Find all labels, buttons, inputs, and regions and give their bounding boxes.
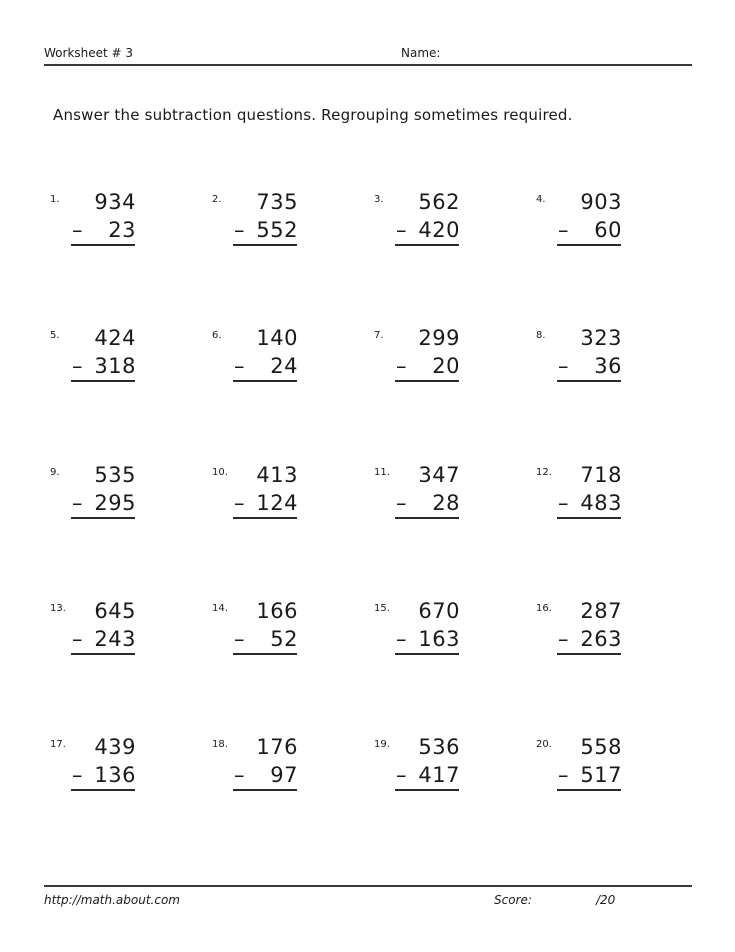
minuend: 645 <box>94 599 136 623</box>
problem-18 <box>212 735 332 819</box>
problem-number: 2. <box>212 194 222 205</box>
subtrahend: 243 <box>94 627 136 651</box>
answer-line <box>71 653 135 655</box>
minus-sign: – <box>396 491 407 515</box>
problem-number: 5. <box>50 330 60 341</box>
minus-sign: – <box>72 763 83 787</box>
subtrahend: 60 <box>594 218 622 242</box>
problem-2 <box>212 190 332 274</box>
problem-number: 17. <box>50 739 66 750</box>
problem-11 <box>374 463 494 547</box>
problem-8 <box>536 326 656 410</box>
minuend: 299 <box>418 326 460 350</box>
answer-line <box>395 380 459 382</box>
subtrahend: 23 <box>108 218 136 242</box>
subtrahend: 295 <box>94 491 136 515</box>
problem-5 <box>50 326 170 410</box>
problem-number: 1. <box>50 194 60 205</box>
problem-16 <box>536 599 656 683</box>
minuend: 140 <box>256 326 298 350</box>
score-total: /20 <box>596 893 616 907</box>
minuend: 323 <box>580 326 622 350</box>
minus-sign: – <box>558 354 569 378</box>
minuend: 424 <box>94 326 136 350</box>
subtrahend: 517 <box>580 763 622 787</box>
problem-7 <box>374 326 494 410</box>
problem-number: 18. <box>212 739 228 750</box>
minus-sign: – <box>396 627 407 651</box>
minus-sign: – <box>558 627 569 651</box>
instructions: Answer the subtraction questions. Regrouping sometimes required. <box>53 106 573 124</box>
answer-line <box>71 380 135 382</box>
problem-number: 8. <box>536 330 546 341</box>
minus-sign: – <box>558 491 569 515</box>
score-label: Score: <box>494 893 532 907</box>
problem-number: 4. <box>536 194 546 205</box>
problem-20 <box>536 735 656 819</box>
problem-17 <box>50 735 170 819</box>
answer-line <box>557 789 621 791</box>
problem-number: 20. <box>536 739 552 750</box>
answer-line <box>557 517 621 519</box>
worksheet-number: Worksheet # 3 <box>44 46 134 60</box>
answer-line <box>233 244 297 246</box>
problem-14 <box>212 599 332 683</box>
subtrahend: 97 <box>270 763 298 787</box>
subtrahend: 52 <box>270 627 298 651</box>
minus-sign: – <box>72 354 83 378</box>
minuend: 347 <box>418 463 460 487</box>
minuend: 670 <box>418 599 460 623</box>
minuend: 903 <box>580 190 622 214</box>
problem-number: 13. <box>50 603 66 614</box>
problem-number: 3. <box>374 194 384 205</box>
worksheet-footer <box>44 885 692 909</box>
problem-4 <box>536 190 656 274</box>
minuend: 287 <box>580 599 622 623</box>
answer-line <box>233 380 297 382</box>
problem-number: 6. <box>212 330 222 341</box>
minuend: 562 <box>418 190 460 214</box>
minus-sign: – <box>396 354 407 378</box>
problem-9 <box>50 463 170 547</box>
problem-12 <box>536 463 656 547</box>
problem-number: 15. <box>374 603 390 614</box>
answer-line <box>395 653 459 655</box>
answer-line <box>395 517 459 519</box>
minuend: 176 <box>256 735 298 759</box>
problem-number: 14. <box>212 603 228 614</box>
answer-line <box>233 517 297 519</box>
minus-sign: – <box>234 491 245 515</box>
minus-sign: – <box>234 627 245 651</box>
problem-19 <box>374 735 494 819</box>
problem-number: 12. <box>536 467 552 478</box>
subtrahend: 24 <box>270 354 298 378</box>
problem-3 <box>374 190 494 274</box>
minuend: 439 <box>94 735 136 759</box>
answer-line <box>395 244 459 246</box>
problem-number: 10. <box>212 467 228 478</box>
subtrahend: 36 <box>594 354 622 378</box>
subtrahend: 124 <box>256 491 298 515</box>
subtrahend: 417 <box>418 763 460 787</box>
minuend: 718 <box>580 463 622 487</box>
answer-line <box>71 789 135 791</box>
minuend: 536 <box>418 735 460 759</box>
problem-number: 19. <box>374 739 390 750</box>
minus-sign: – <box>72 627 83 651</box>
source-url: http://math.about.com <box>44 893 180 907</box>
minus-sign: – <box>396 763 407 787</box>
minuend: 558 <box>580 735 622 759</box>
minus-sign: – <box>234 354 245 378</box>
problem-13 <box>50 599 170 683</box>
answer-line <box>71 244 135 246</box>
problem-15 <box>374 599 494 683</box>
subtrahend: 318 <box>94 354 136 378</box>
minuend: 934 <box>94 190 136 214</box>
subtrahend: 263 <box>580 627 622 651</box>
problem-number: 11. <box>374 467 390 478</box>
answer-line <box>557 653 621 655</box>
problem-1 <box>50 190 170 274</box>
minus-sign: – <box>72 491 83 515</box>
problem-10 <box>212 463 332 547</box>
minus-sign: – <box>234 218 245 242</box>
answer-line <box>557 244 621 246</box>
minus-sign: – <box>234 763 245 787</box>
subtrahend: 20 <box>432 354 460 378</box>
problem-number: 9. <box>50 467 60 478</box>
answer-line <box>395 789 459 791</box>
minus-sign: – <box>72 218 83 242</box>
name-label: Name: <box>401 46 441 60</box>
minuend: 735 <box>256 190 298 214</box>
minus-sign: – <box>558 218 569 242</box>
problem-number: 16. <box>536 603 552 614</box>
minuend: 166 <box>256 599 298 623</box>
subtrahend: 163 <box>418 627 460 651</box>
subtrahend: 420 <box>418 218 460 242</box>
problem-6 <box>212 326 332 410</box>
answer-line <box>71 517 135 519</box>
answer-line <box>557 380 621 382</box>
subtrahend: 136 <box>94 763 136 787</box>
worksheet-header <box>44 44 692 66</box>
subtrahend: 483 <box>580 491 622 515</box>
problem-number: 7. <box>374 330 384 341</box>
subtrahend: 552 <box>256 218 298 242</box>
subtrahend: 28 <box>432 491 460 515</box>
minus-sign: – <box>558 763 569 787</box>
minuend: 413 <box>256 463 298 487</box>
minuend: 535 <box>94 463 136 487</box>
minus-sign: – <box>396 218 407 242</box>
answer-line <box>233 653 297 655</box>
answer-line <box>233 789 297 791</box>
